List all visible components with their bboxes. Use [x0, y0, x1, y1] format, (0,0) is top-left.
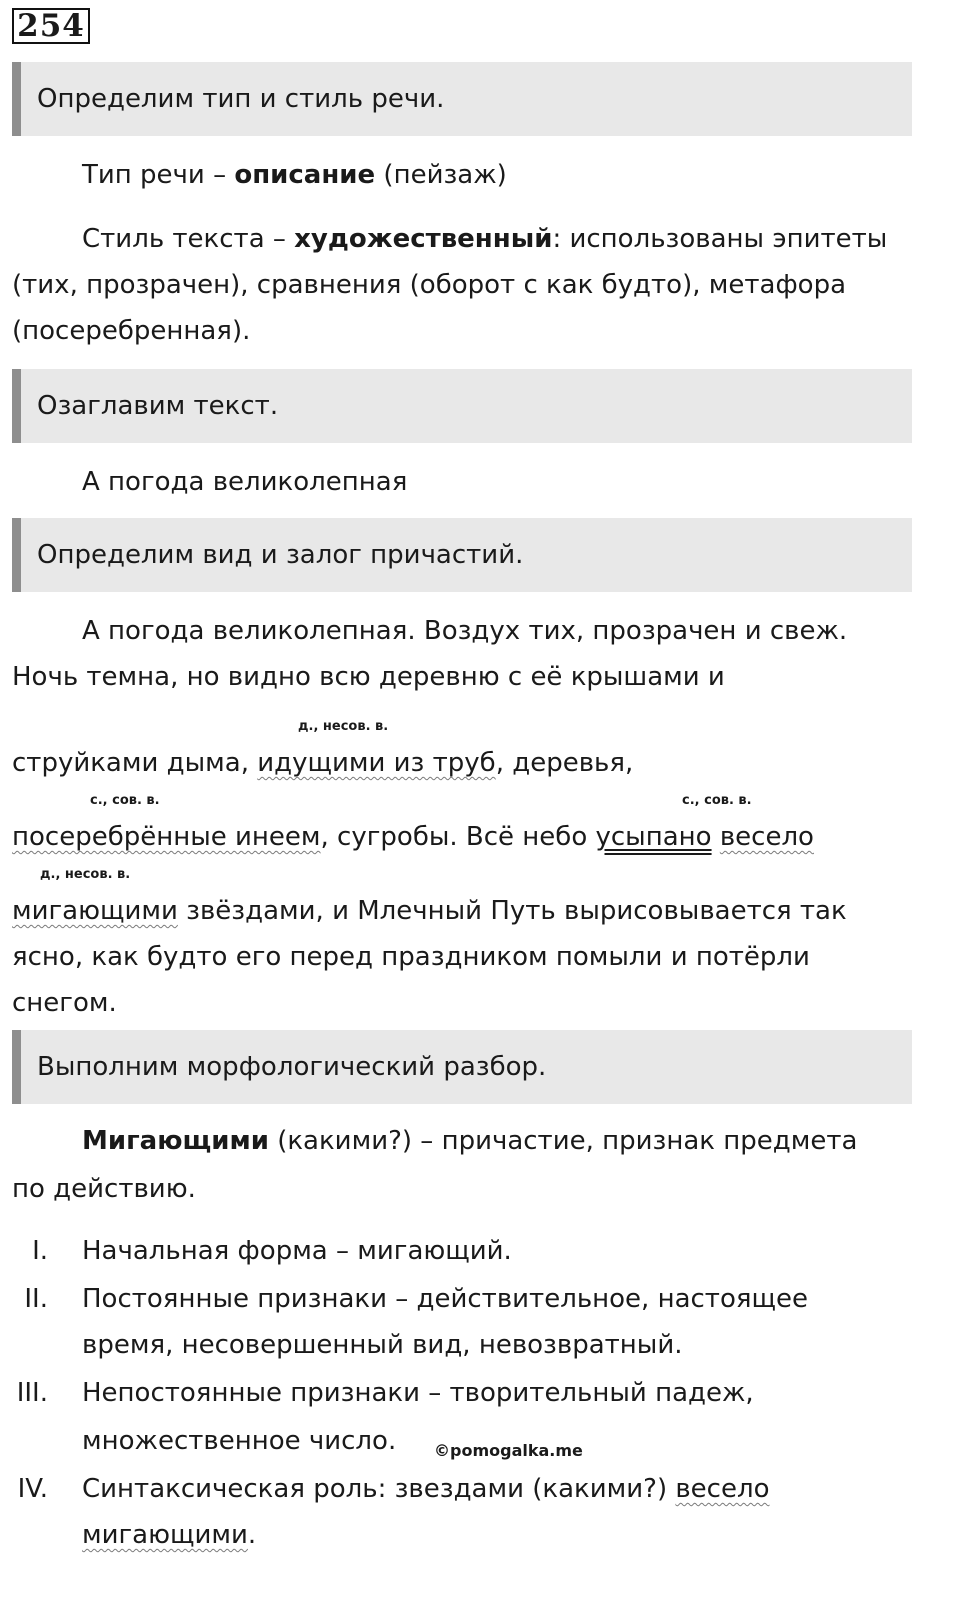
text-segment: .	[247, 1520, 257, 1550]
watermark: ©pomogalka.me	[434, 1441, 583, 1460]
text-style-label: Стиль текста –	[82, 224, 295, 254]
participial-phrase-idushchimi: идущими из труб	[257, 748, 496, 778]
text-line-6: ясно, как будто его перед праздником помыли и потёрли	[12, 942, 810, 972]
text-line-7: снегом.	[12, 988, 117, 1018]
text-segment: звёздами, и Млечный Путь вырисовывается так	[177, 896, 847, 926]
adverb-veselo: весело	[719, 822, 814, 852]
text-style-line-3: (посеребренная).	[12, 316, 251, 346]
participle-migayushchimi: мигающими	[82, 1520, 248, 1550]
list-item-2-line-1: Постоянные признаки – действительное, настоящее	[82, 1284, 808, 1314]
list-item-3-line-2: множественное число.	[82, 1426, 397, 1456]
text-line-4	[12, 822, 932, 852]
text-style-line-2: (тих, прозрачен), сравнения (оборот с как будто), метафора	[12, 270, 847, 300]
text-segment: струйками дыма,	[12, 748, 258, 778]
text-line-2: Ночь темна, но видно всю деревню с её крышами и	[12, 662, 725, 692]
annotation-poserebrennye: с., сов. в.	[90, 793, 160, 808]
exercise-number: 254	[12, 8, 90, 44]
participial-phrase-poserebrennye: посеребрённые инеем	[12, 822, 321, 852]
speech-type-note: (пейзаж)	[375, 160, 507, 190]
predicate-usypano: усыпано	[595, 822, 712, 852]
text-segment: Синтаксическая роль: звездами (какими?)	[82, 1474, 676, 1504]
list-item-4-line-1	[82, 1474, 960, 1504]
speech-type-value: описание	[234, 160, 376, 190]
list-item-2-line-2: время, несовершенный вид, невозвратный.	[82, 1330, 683, 1360]
text-style-line-1	[82, 224, 960, 254]
annotation-usypano: с., сов. в.	[682, 793, 752, 808]
text-line-5	[12, 896, 932, 926]
text-style-note: : использованы эпитеты	[552, 224, 888, 254]
text-line-3	[12, 748, 932, 778]
speech-type-label: Тип речи –	[82, 160, 235, 190]
text-line-1: А погода великолепная. Воздух тих, прозрачен и свеж.	[82, 616, 848, 646]
section-heading-participles: Определим вид и залог причастий.	[12, 518, 912, 592]
list-number-4: IV.	[17, 1474, 48, 1504]
text-title: А погода великолепная	[82, 467, 408, 497]
annotation-idushchimi: д., несов. в.	[298, 719, 389, 734]
section-heading-morphology: Выполним морфологический разбор.	[12, 1030, 912, 1104]
list-item-4-line-2	[82, 1520, 960, 1550]
morphology-intro-line-1	[82, 1126, 960, 1156]
participle-migayushchimi: мигающими	[12, 896, 178, 926]
analyzed-word: Мигающими	[82, 1126, 269, 1156]
section-heading-title: Озаглавим текст.	[12, 369, 912, 443]
text-style-value: художественный	[294, 224, 553, 254]
morphology-intro-line-2: по действию.	[12, 1174, 196, 1204]
list-number-1: I.	[32, 1236, 48, 1266]
list-number-3: III.	[16, 1378, 48, 1408]
speech-type-line	[82, 160, 960, 190]
adverb-veselo: весело	[675, 1474, 770, 1504]
text-segment: , сугробы. Всё небо	[320, 822, 596, 852]
list-item-3-line-1: Непостоянные признаки – творительный падеж,	[82, 1378, 754, 1408]
list-number-2: II.	[24, 1284, 48, 1314]
section-heading-type-style: Определим тип и стиль речи.	[12, 62, 912, 136]
text-segment	[712, 822, 720, 852]
list-item-1: Начальная форма – мигающий.	[82, 1236, 512, 1266]
morphology-intro-text: (какими?) – причастие, признак предмета	[268, 1126, 858, 1156]
annotation-migayushchimi: д., несов. в.	[40, 867, 131, 882]
text-segment: , деревья,	[495, 748, 634, 778]
